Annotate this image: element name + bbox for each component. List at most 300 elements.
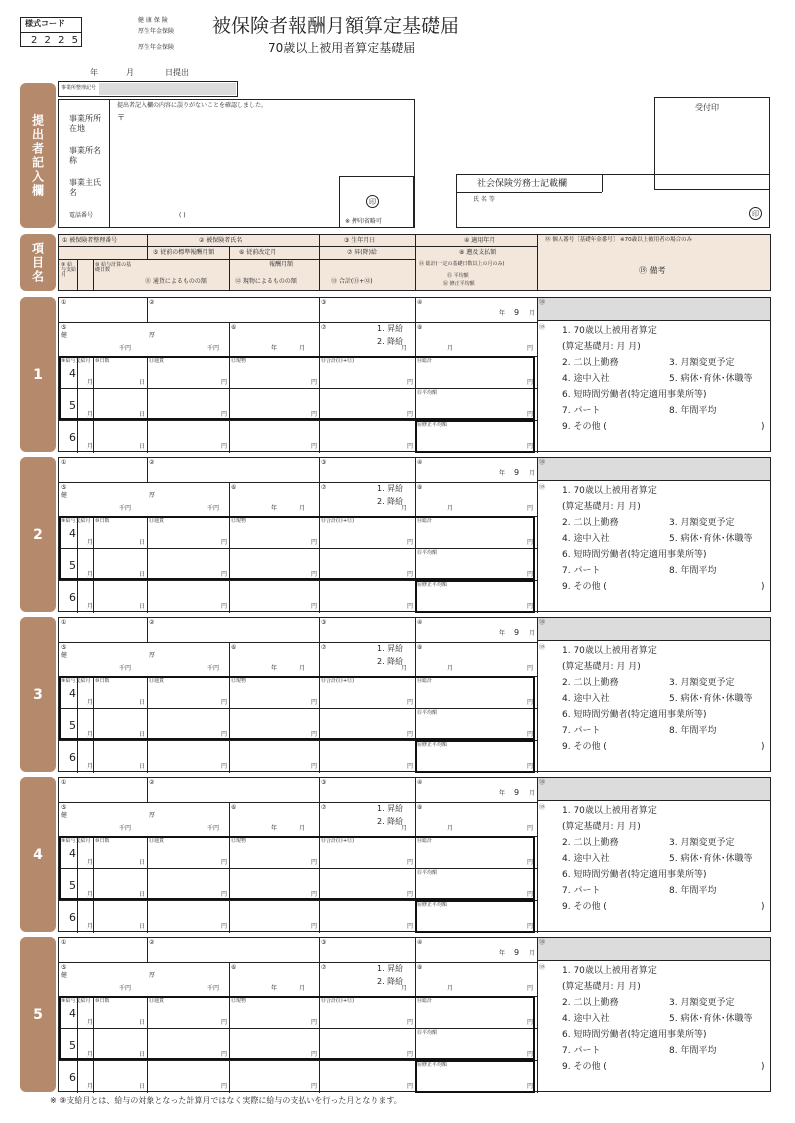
label-c7: ⑦ [321, 644, 327, 651]
label-applied-month: 9 [514, 308, 520, 317]
remarks-option[interactable]: (算定基礎月: 月 月) [562, 822, 641, 832]
remarks-option[interactable]: 8. 年間平均 [669, 726, 717, 736]
unit-yen4: 円 [527, 859, 534, 866]
label-c14: ⑭総計 [417, 998, 433, 1004]
ins-label-3: 厚生年金保険 [138, 44, 175, 51]
date-year-label: 年 [90, 68, 98, 77]
month-value: 5 [69, 559, 76, 572]
label-c9: ⑨給与支給月 [61, 678, 91, 684]
label-month2: 月 [299, 825, 306, 832]
label-thousand2: 千円 [207, 985, 220, 992]
label-month: 月 [529, 950, 536, 957]
label-c10: ⑩日数 [95, 998, 110, 1004]
owner-label: 事業主氏名 [69, 178, 101, 198]
label-month2: 月 [299, 345, 306, 352]
unit-yen: 円 [221, 731, 228, 738]
remarks-option[interactable]: 9. その他 ( [562, 422, 607, 432]
label-c15: ⑮平均額 [417, 550, 438, 556]
form-code-box [20, 17, 82, 47]
label-c19: ⑲ [539, 484, 546, 491]
phone-label: 電話番号 [69, 212, 94, 219]
entry-number-tab: 3 [20, 617, 56, 772]
unit-month: 月 [87, 379, 94, 386]
remarks-option[interactable]: 3. 月額変更予定 [669, 998, 735, 1008]
unit-month: 月 [87, 859, 94, 866]
unit-day: 日 [139, 411, 146, 418]
label-c12: ⑫現物 [231, 678, 247, 684]
unit-yen3: 円 [407, 539, 414, 546]
label-c5: ⑤ [61, 324, 67, 331]
label-applied-month: 9 [514, 948, 520, 957]
remarks-option[interactable]: 3. 月額変更予定 [669, 358, 735, 368]
remarks-option[interactable]: 3. 月額変更予定 [669, 838, 735, 848]
unit-day: 日 [139, 699, 146, 706]
month-value: 5 [69, 399, 76, 412]
unit-yen4: 円 [527, 923, 534, 930]
label-year: 年 [499, 950, 506, 957]
item-header-box: ① 被保険者整理番号 ② 被保険者氏名 ③ 生年月日 ④ 適用年月 ⑱ 個人番号［基礎年金番号］ ※70歳以上被用者の場合のみ ⑤ 従前の標準報酬月額 ⑥ 従前改定月 ⑦ 昇(降)給 ⑧ 遡及支払額 ⑨ 給与支給月 ⑩ 給与計算の基礎日数 報酬月額 ⑪ 通貨によるものの額 ⑫ 現物によるものの額 ⑬ 合計(⑪+⑫) ⑭ 総計(一定の基礎日数以上の月のみ) ⑮ 平均額 ⑯ 修正平均額 ⑲ 備考 [58, 234, 771, 291]
label-c15: ⑮平均額 [417, 390, 438, 396]
unit-yen4: 円 [527, 1083, 534, 1090]
label-c18: ⑱ [539, 459, 546, 466]
remarks-option[interactable]: 3. 月額変更予定 [669, 518, 735, 528]
unit-yen: 円 [221, 859, 228, 866]
unit-yen4: 円 [527, 603, 534, 610]
label-thousand: 千円 [119, 985, 132, 992]
remarks-option[interactable]: ) [761, 1062, 765, 1072]
unit-month: 月 [87, 603, 94, 610]
unit-yen2: 円 [311, 1051, 318, 1058]
remarks-option[interactable]: 5. 病休･育休･休職等 [669, 374, 753, 384]
month-value: 4 [69, 687, 76, 700]
remarks-option[interactable]: 2. 二以上勤務 [562, 678, 619, 688]
unit-yen4: 円 [527, 891, 534, 898]
remarks-option[interactable]: 4. 途中入社 [562, 374, 610, 384]
label-c9: ⑨給与支給月 [61, 838, 91, 844]
label-c12: ⑫現物 [231, 518, 247, 524]
unit-yen3: 円 [407, 379, 414, 386]
label-c2: ② [149, 779, 155, 786]
ins-label-1: 健 康 保 険 [138, 17, 168, 24]
remarks-option[interactable]: 2. 二以上勤務 [562, 518, 619, 528]
label-c3: ③ [321, 619, 327, 626]
label-c13: ⑬合計(⑪+⑫) [321, 838, 355, 844]
unit-yen2: 円 [311, 1019, 318, 1026]
label-month2: 月 [299, 665, 306, 672]
unit-yen: 円 [221, 891, 228, 898]
unit-yen3: 円 [407, 891, 414, 898]
entry-block[interactable] [58, 617, 771, 772]
label-thousand2: 千円 [207, 345, 220, 352]
entry-block[interactable] [58, 297, 771, 452]
entry-block[interactable] [58, 777, 771, 932]
label-c8: ⑧ [417, 484, 423, 491]
unit-yen3: 円 [407, 603, 414, 610]
label-c13: ⑬合計(⑪+⑫) [321, 678, 355, 684]
form-code: 2 2 2 5 [31, 35, 80, 46]
label-c9: ⑨給与支給月 [61, 518, 91, 524]
label-c3: ③ [321, 779, 327, 786]
label-c11: ⑪通貨 [149, 838, 165, 844]
unit-yen: 円 [221, 379, 228, 386]
unit-yen4: 円 [527, 763, 534, 770]
entry-number-tab: 5 [20, 937, 56, 1092]
remarks-option[interactable]: 6. 短時間労働者(特定適用事業所等) [562, 550, 707, 560]
unit-yen2: 円 [311, 891, 318, 898]
remarks-option[interactable]: 2. 二以上勤務 [562, 358, 619, 368]
label-c18: ⑱ [539, 619, 546, 626]
remarks-option[interactable]: 9. その他 ( [562, 582, 607, 592]
label-c2: ② [149, 459, 155, 466]
unit-yen: 円 [221, 763, 228, 770]
label-c19: ⑲ [539, 804, 546, 811]
label-month4: 月 [447, 665, 454, 672]
remarks-option[interactable]: 7. パート [562, 726, 601, 736]
remarks-option[interactable]: 8. 年間平均 [669, 406, 717, 416]
label-c16: ⑯修正平均額 [417, 742, 448, 748]
label-c3: ③ [321, 299, 327, 306]
unit-yen3: 円 [407, 699, 414, 706]
unit-yen2: 円 [311, 379, 318, 386]
unit-month: 月 [87, 763, 94, 770]
items-tab: 項目名 [20, 234, 56, 291]
label-c8: ⑧ [417, 324, 423, 331]
month-value: 6 [69, 1071, 76, 1084]
unit-yen2: 円 [311, 763, 318, 770]
unit-yen2: 円 [311, 603, 318, 610]
unit-yen3: 円 [407, 763, 414, 770]
label-c10: ⑩日数 [95, 678, 110, 684]
label-yen: 円 [527, 825, 534, 832]
label-month: 月 [529, 470, 536, 477]
unit-day: 日 [139, 379, 146, 386]
unit-yen: 円 [221, 443, 228, 450]
label-c3: ③ [321, 459, 327, 466]
address-label: 事業所所在地 [69, 114, 101, 134]
remarks-option[interactable]: 8. 年間平均 [669, 566, 717, 576]
unit-day: 日 [139, 443, 146, 450]
label-c9: ⑨給与支給月 [61, 998, 91, 1004]
submitter-box[interactable]: 提出者記入欄の内容に誤りがないことを確認しました。 〒 事業所所在地 事業所名称 事業主氏名 電話番号 ( ) 印 ※ 押印省略可 [58, 99, 415, 228]
form-subtitle: 70歳以上被用者算定基礎届 [268, 41, 416, 55]
unit-day: 日 [139, 1019, 146, 1026]
label-month3: 月 [401, 345, 408, 352]
owner-seal-box: 印 ※ 押印省略可 [339, 176, 414, 228]
label-cut: 2. 降給 [377, 497, 404, 506]
date-day-label: 日提出 [165, 68, 189, 77]
label-c9: ⑨給与支給月 [61, 358, 91, 364]
remarks-option[interactable]: (算定基礎月: 月 月) [562, 662, 641, 672]
label-c13: ⑬合計(⑪+⑫) [321, 358, 355, 364]
label-c15: ⑮平均額 [417, 870, 438, 876]
unit-yen4: 円 [527, 1019, 534, 1026]
receipt-box: 受付印 [654, 97, 770, 190]
unit-yen4: 円 [527, 1051, 534, 1058]
remarks-option[interactable]: 4. 途中入社 [562, 694, 610, 704]
label-cut: 2. 降給 [377, 977, 404, 986]
remarks-option[interactable]: 3. 月額変更予定 [669, 678, 735, 688]
label-c4: ④ [417, 299, 423, 306]
unit-day: 日 [139, 603, 146, 610]
label-year2: 年 [271, 665, 278, 672]
remuneration-thick-box [59, 356, 535, 420]
month-value: 4 [69, 367, 76, 380]
unit-yen: 円 [221, 699, 228, 706]
unit-day: 日 [139, 763, 146, 770]
label-thousand: 千円 [119, 505, 132, 512]
unit-yen: 円 [221, 1083, 228, 1090]
label-year: 年 [499, 470, 506, 477]
entry-number-tab: 2 [20, 457, 56, 612]
label-c4: ④ [417, 459, 423, 466]
label-c1: ① [61, 779, 67, 786]
label-c13: ⑬合計(⑪+⑫) [321, 518, 355, 524]
remarks-option[interactable]: 1. 70歳以上被用者算定 [562, 966, 657, 976]
label-c19: ⑲ [539, 964, 546, 971]
remuneration-thick-box [59, 836, 535, 900]
unit-yen4: 円 [527, 731, 534, 738]
label-month: 月 [529, 310, 536, 317]
remarks-option[interactable]: ) [761, 422, 765, 432]
label-raise: 1. 昇給 [377, 484, 404, 493]
label-c6: ⑥ [231, 484, 237, 491]
remarks-option[interactable]: 4. 途中入社 [562, 854, 610, 864]
month-value: 6 [69, 431, 76, 444]
remarks-option[interactable]: 9. その他 ( [562, 1062, 607, 1072]
unit-yen4: 円 [527, 411, 534, 418]
label-kou: 厚 [149, 812, 156, 819]
unit-day: 日 [139, 731, 146, 738]
unit-yen2: 円 [311, 571, 318, 578]
unit-month: 月 [87, 1083, 94, 1090]
label-c5: ⑤ [61, 484, 67, 491]
label-c14: ⑭総計 [417, 838, 433, 844]
remarks-option[interactable]: 5. 病休･育休･休職等 [669, 534, 753, 544]
label-c6: ⑥ [231, 964, 237, 971]
label-month: 月 [529, 790, 536, 797]
remarks-option[interactable]: ) [761, 582, 765, 592]
label-c2: ② [149, 939, 155, 946]
footnote: ※ ⑨支給月とは、給与の対象となった計算月ではなく実際に給与の支払いを行った月となります。 [50, 1096, 402, 1105]
unit-yen: 円 [221, 411, 228, 418]
label-c19: ⑲ [539, 324, 546, 331]
remarks-option[interactable]: 7. パート [562, 886, 601, 896]
label-c18: ⑱ [539, 939, 546, 946]
remarks-option[interactable]: 5. 病休･育休･休職等 [669, 1014, 753, 1024]
unit-yen2: 円 [311, 699, 318, 706]
remarks-option[interactable]: 4. 途中入社 [562, 1014, 610, 1024]
remarks-option[interactable]: (算定基礎月: 月 月) [562, 502, 641, 512]
label-month4: 月 [447, 825, 454, 832]
unit-yen3: 円 [407, 1083, 414, 1090]
unit-yen4: 円 [527, 571, 534, 578]
remarks-option[interactable]: 2. 二以上勤務 [562, 838, 619, 848]
label-kou: 厚 [149, 492, 156, 499]
unit-yen4: 円 [527, 539, 534, 546]
unit-day: 日 [139, 1083, 146, 1090]
label-month2: 月 [299, 505, 306, 512]
unit-yen3: 円 [407, 411, 414, 418]
remarks-option[interactable]: 1. 70歳以上被用者算定 [562, 486, 657, 496]
label-month3: 月 [401, 505, 408, 512]
label-c8: ⑧ [417, 644, 423, 651]
label-c8: ⑧ [417, 804, 423, 811]
unit-yen: 円 [221, 571, 228, 578]
label-year: 年 [499, 790, 506, 797]
label-yen: 円 [527, 505, 534, 512]
label-month3: 月 [401, 665, 408, 672]
label-ken: 健 [61, 972, 68, 979]
remarks-option[interactable]: 9. その他 ( [562, 902, 607, 912]
label-thousand: 千円 [119, 665, 132, 672]
unit-yen4: 円 [527, 379, 534, 386]
label-c16: ⑯修正平均額 [417, 1062, 448, 1068]
remarks-option[interactable]: ) [761, 902, 765, 912]
label-c16: ⑯修正平均額 [417, 582, 448, 588]
remarks-option[interactable]: 9. その他 ( [562, 742, 607, 752]
unit-month: 月 [87, 443, 94, 450]
unit-day: 日 [139, 1051, 146, 1058]
label-c1: ① [61, 619, 67, 626]
label-raise: 1. 昇給 [377, 804, 404, 813]
remuneration-thick-box [59, 516, 535, 580]
remarks-option[interactable]: 6. 短時間労働者(特定適用事業所等) [562, 870, 707, 880]
label-c12: ⑫現物 [231, 358, 247, 364]
remarks-option[interactable]: 5. 病休･育休･休職等 [669, 854, 753, 864]
submitter-tab: 提出者記入欄 [20, 83, 56, 228]
label-year2: 年 [271, 345, 278, 352]
unit-day: 日 [139, 891, 146, 898]
remarks-option[interactable]: 7. パート [562, 566, 601, 576]
entry-block[interactable] [58, 457, 771, 612]
unit-yen: 円 [221, 603, 228, 610]
unit-day: 日 [139, 859, 146, 866]
remarks-option[interactable]: 8. 年間平均 [669, 1046, 717, 1056]
label-c18: ⑱ [539, 779, 546, 786]
remarks-option[interactable]: 2. 二以上勤務 [562, 998, 619, 1008]
remarks-option[interactable]: 5. 病休･育休･休職等 [669, 694, 753, 704]
unit-yen: 円 [221, 1051, 228, 1058]
label-thousand2: 千円 [207, 665, 220, 672]
date-month-label: 月 [126, 68, 134, 77]
label-c1: ① [61, 299, 67, 306]
remarks-option[interactable]: 6. 短時間労働者(特定適用事業所等) [562, 390, 707, 400]
label-thousand: 千円 [119, 345, 132, 352]
label-cut: 2. 降給 [377, 657, 404, 666]
label-c2: ② [149, 299, 155, 306]
remarks-option[interactable]: 6. 短時間労働者(特定適用事業所等) [562, 1030, 707, 1040]
label-year2: 年 [271, 505, 278, 512]
label-raise: 1. 昇給 [377, 644, 404, 653]
label-c6: ⑥ [231, 804, 237, 811]
label-kou: 厚 [149, 652, 156, 659]
label-c3: ③ [321, 939, 327, 946]
remarks-option[interactable]: 4. 途中入社 [562, 534, 610, 544]
label-c12: ⑫現物 [231, 838, 247, 844]
unit-yen2: 円 [311, 1083, 318, 1090]
unit-yen4: 円 [527, 443, 534, 450]
entry-block[interactable] [58, 937, 771, 1092]
month-value: 6 [69, 751, 76, 764]
label-c18: ⑱ [539, 299, 546, 306]
unit-yen3: 円 [407, 923, 414, 930]
remarks-option[interactable]: 1. 70歳以上被用者算定 [562, 806, 657, 816]
unit-month: 月 [87, 571, 94, 578]
form-title: 被保険者報酬月額算定基礎届 [212, 15, 460, 37]
unit-yen3: 円 [407, 731, 414, 738]
remarks-option[interactable]: 1. 70歳以上被用者算定 [562, 326, 657, 336]
remarks-option[interactable]: (算定基礎月: 月 月) [562, 342, 641, 352]
label-thousand: 千円 [119, 825, 132, 832]
label-c19: ⑲ [539, 644, 546, 651]
month-value: 4 [69, 847, 76, 860]
remarks-option[interactable]: 6. 短時間労働者(特定適用事業所等) [562, 710, 707, 720]
month-value: 6 [69, 911, 76, 924]
remuneration-thick-box [59, 996, 535, 1060]
label-yen: 円 [527, 345, 534, 352]
remarks-option[interactable]: 1. 70歳以上被用者算定 [562, 646, 657, 656]
unit-day: 日 [139, 539, 146, 546]
label-c7: ⑦ [321, 484, 327, 491]
label-c7: ⑦ [321, 804, 327, 811]
unit-month: 月 [87, 411, 94, 418]
label-c11: ⑪通貨 [149, 358, 165, 364]
month-value: 5 [69, 1039, 76, 1052]
label-c10: ⑩日数 [95, 838, 110, 844]
label-month: 月 [529, 630, 536, 637]
label-c10: ⑩日数 [95, 358, 110, 364]
entry-number-tab: 4 [20, 777, 56, 932]
label-c14: ⑭総計 [417, 358, 433, 364]
remarks-option[interactable]: (算定基礎月: 月 月) [562, 982, 641, 992]
label-kou: 厚 [149, 972, 156, 979]
label-month4: 月 [447, 505, 454, 512]
remarks-option[interactable]: 7. パート [562, 1046, 601, 1056]
label-c8: ⑧ [417, 964, 423, 971]
label-cut: 2. 降給 [377, 337, 404, 346]
unit-yen2: 円 [311, 443, 318, 450]
unit-yen4: 円 [527, 699, 534, 706]
label-ken: 健 [61, 332, 68, 339]
label-c1: ① [61, 459, 67, 466]
month-value: 4 [69, 527, 76, 540]
unit-month: 月 [87, 1051, 94, 1058]
label-month4: 月 [447, 345, 454, 352]
month-value: 5 [69, 879, 76, 892]
office-code-box[interactable]: 事業所整理記号 [58, 81, 238, 97]
sharoushi-box[interactable]: 社会保険労務士記載欄 氏 名 等 印 [456, 174, 770, 228]
label-c10: ⑩日数 [95, 518, 110, 524]
label-c4: ④ [417, 939, 423, 946]
label-c16: ⑯修正平均額 [417, 902, 448, 908]
label-c2: ② [149, 619, 155, 626]
label-year: 年 [499, 630, 506, 637]
label-cut: 2. 降給 [377, 817, 404, 826]
label-c6: ⑥ [231, 644, 237, 651]
unit-yen: 円 [221, 1019, 228, 1026]
remarks-option[interactable]: 7. パート [562, 406, 601, 416]
unit-month: 月 [87, 923, 94, 930]
remarks-option[interactable]: 8. 年間平均 [669, 886, 717, 896]
label-c4: ④ [417, 779, 423, 786]
entry-number-tab: 1 [20, 297, 56, 452]
label-c4: ④ [417, 619, 423, 626]
remarks-option[interactable]: ) [761, 742, 765, 752]
label-raise: 1. 昇給 [377, 964, 404, 973]
label-month4: 月 [447, 985, 454, 992]
label-c13: ⑬合計(⑪+⑫) [321, 998, 355, 1004]
label-c14: ⑭総計 [417, 518, 433, 524]
